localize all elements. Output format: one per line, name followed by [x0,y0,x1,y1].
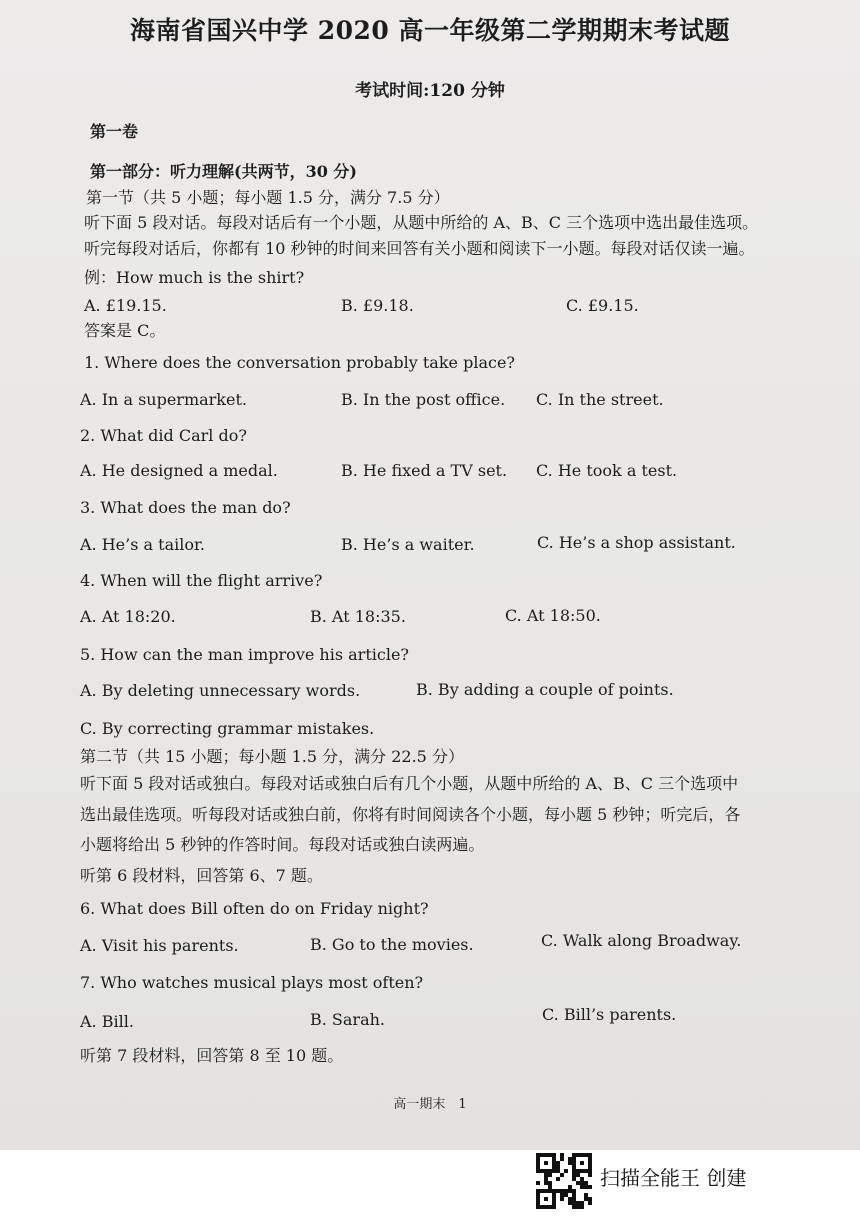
question-option: A. Bill. [80,1012,134,1031]
material-7-instruction: 听第 7 段材料，回答第 8 至 10 题。 [80,1046,344,1065]
section1-instruction: 听下面 5 段对话。每段对话后有一个小题，从题中所给的 A、B、C 三个选项中选出最佳选项。 [84,213,759,232]
qr-code-icon [536,1153,592,1209]
page-footer: 高一期末 1 [393,1097,467,1112]
example-option: B. £9.18. [341,296,414,315]
question-option: C. By correcting grammar mistakes. [80,719,375,738]
question-option: A. He’s a tailor. [80,535,205,554]
section2-instruction: 听下面 5 段对话或独白。每段对话或独白后有几个小题，从题中所给的 A、B、C 三个选项中 [80,774,739,793]
section2-instruction: 小题将给出 5 秒钟的作答时间。每段对话或独白读两遍。 [80,835,485,854]
question-option: C. At 18:50. [505,606,601,625]
question-option: B. He’s a waiter. [341,535,475,554]
question-option: B. Sarah. [310,1010,386,1029]
question: 4. When will the flight arrive? [80,571,323,590]
question-option: C. In the street. [536,390,664,409]
question-option: B. He fixed a TV set. [341,461,508,480]
question-option: A. Visit his parents. [80,936,239,955]
section2-instruction: 选出最佳选项。听每段对话或独白前，你将有时间阅读各个小题，每小题 5 秒钟；听完后，各 [80,805,741,824]
scanner-watermark-text: 扫描全能王 创建 [600,1166,747,1190]
question-option: B. Go to the movies. [310,935,474,954]
part1-heading: 第一部分：听力理解(共两节，30 分) [90,162,357,181]
question: 2. What did Carl do? [80,426,247,445]
example-answer: 答案是 C。 [84,321,166,340]
question-option: A. By deleting unnecessary words. [80,681,361,700]
question-option: B. By adding a couple of points. [416,680,674,699]
example-option: C. £9.15. [566,296,639,315]
question: 5. How can the man improve his article? [80,645,409,664]
question-option: C. He’s a shop assistant. [537,533,736,552]
question-option: A. He designed a medal. [80,461,278,480]
question-option: C. He took a test. [536,461,678,480]
question-option: B. In the post office. [341,390,506,409]
example-option: A. £19.15. [84,296,167,315]
section2-heading: 第二节（共 15 小题；每小题 1.5 分，满分 22.5 分） [80,747,464,766]
section1-heading: 第一节（共 5 小题；每小题 1.5 分，满分 7.5 分） [86,188,450,207]
volume-label: 第一卷 [90,122,139,141]
question: 6. What does Bill often do on Friday night? [80,899,429,918]
question-option: C. Bill’s parents. [542,1005,677,1024]
question: 3. What does the man do? [80,498,291,517]
question: 1. Where does the conversation probably take place? [84,353,515,372]
question-option: A. In a supermarket. [80,390,247,409]
question: 7. Who watches musical plays most often? [80,973,424,992]
example-question: 例：How much is the shirt? [84,268,305,287]
exam-time: 考试时间:120 分钟 [355,81,505,101]
question-option: A. At 18:20. [80,607,176,626]
section1-instruction: 听完每段对话后，你都有 10 秒钟的时间来回答有关小题和阅读下一小题。每段对话仅读一遍。 [84,239,755,258]
material-6-instruction: 听第 6 段材料，回答第 6、7 题。 [80,866,323,885]
exam-title: 海南省国兴中学 2020 高一年级第二学期期末考试题 [130,16,730,45]
question-option: B. At 18:35. [310,607,406,626]
question-option: C. Walk along Broadway. [541,931,742,950]
